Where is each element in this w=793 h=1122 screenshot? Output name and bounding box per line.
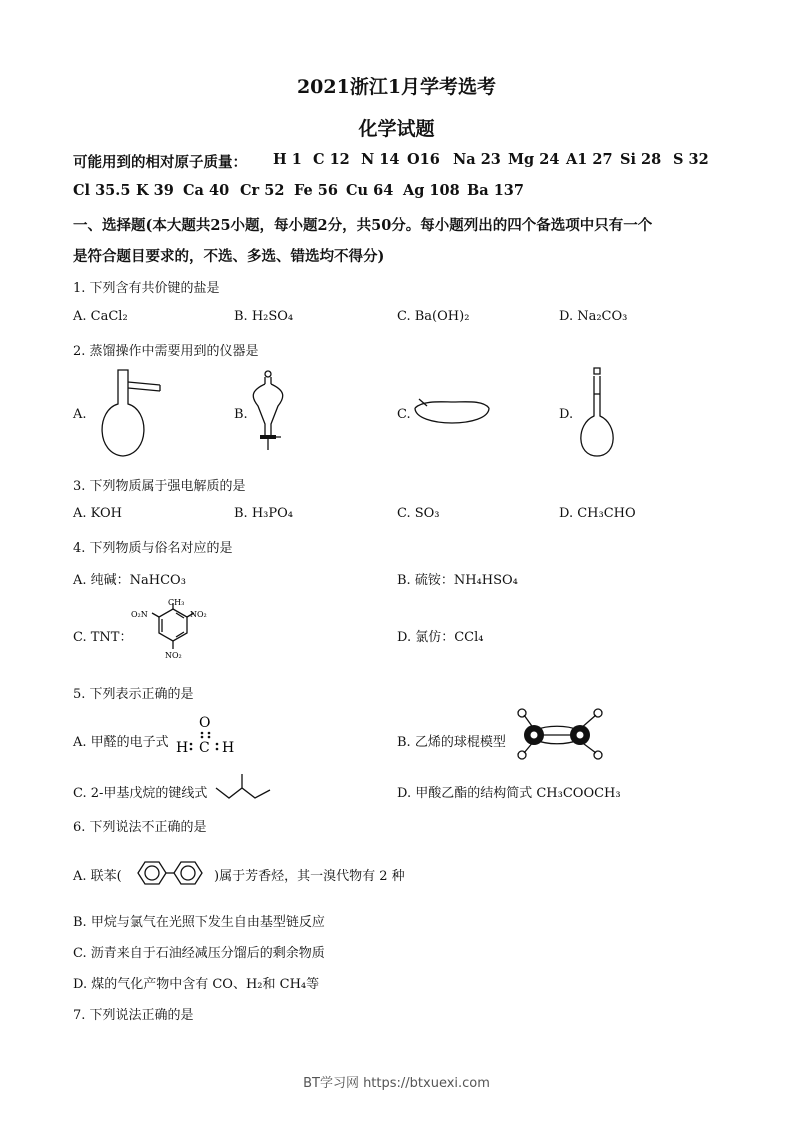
ethylene-ball-stick-model <box>512 707 610 761</box>
mass-s: S 32 <box>673 151 709 168</box>
q4-option-d: D. 氯仿：CCl₄ <box>397 630 484 645</box>
q3-option-a: A. KOH <box>73 506 123 521</box>
q6-option-a-suffix: )属于芳香烃，其一溴代物有 2 种 <box>214 869 405 884</box>
q5-option-b: B. 乙烯的球棍模型 <box>397 735 506 750</box>
q6-option-a-prefix: A. 联苯( <box>73 869 122 884</box>
mass-n: N 14 <box>361 151 400 168</box>
formaldehyde-o-label: O <box>199 715 211 731</box>
q7-stem: 7. 下列说法正确的是 <box>73 1008 194 1023</box>
q4-option-c: C. TNT： <box>73 630 133 645</box>
q2-option-b: B. <box>234 407 248 422</box>
formaldehyde-h-left-label: H <box>176 740 189 756</box>
q6-option-d: D. 煤的气化产物中含有 CO、H₂和 CH₄等 <box>73 977 320 992</box>
separatory-funnel-icon <box>248 366 296 458</box>
volumetric-flask-icon <box>574 366 620 458</box>
formaldehyde-h-right-label: H <box>222 740 235 756</box>
tnt-ch3-label: CH₃ <box>168 598 185 607</box>
q1-stem: 1. 下列含有共价键的盐是 <box>73 281 220 296</box>
q4-option-a: A. 纯碱：NaHCO₃ <box>73 573 186 588</box>
mass-na: Na 23 <box>453 151 501 168</box>
mass-si: Si 28 <box>620 151 662 168</box>
formaldehyde-c-label: C <box>199 740 210 756</box>
page-subtitle: 化学试题 <box>358 118 435 140</box>
formaldehyde-electron-formula <box>176 714 238 756</box>
section-instructions-line1: 一、选择题(本大题共25小题，每小题2分，共50分。每小题列出的四个备选项中只有一个 <box>73 217 653 234</box>
q2-option-a: A. <box>73 407 87 422</box>
section-instructions-line2: 是符合题目要求的，不选、多选、错选均不得分) <box>73 248 385 265</box>
mass-ca: Ca 40 <box>183 182 230 199</box>
q2-stem: 2. 蒸馏操作中需要用到的仪器是 <box>73 344 259 359</box>
mass-ba: Ba 137 <box>467 182 524 199</box>
tnt-no2-left-label: O₂N <box>131 610 148 619</box>
mass-ag: Ag 108 <box>403 182 460 199</box>
q1-option-d: D. Na₂CO₃ <box>559 309 628 324</box>
mass-o: O16 <box>407 151 440 168</box>
q5-option-a: A. 甲醛的电子式 <box>73 735 169 750</box>
mass-mg: Mg 24 <box>508 151 560 168</box>
q6-option-c: C. 沥青来自于石油经减压分馏后的剩余物质 <box>73 946 325 961</box>
mass-cu: Cu 64 <box>346 182 394 199</box>
mass-k: K 39 <box>136 182 174 199</box>
q3-stem: 3. 下列物质属于强电解质的是 <box>73 479 246 494</box>
mass-cl: Cl 35.5 <box>73 182 131 199</box>
evaporating-dish-icon <box>413 396 493 432</box>
mass-al: A1 27 <box>566 151 613 168</box>
q3-option-d: D. CH₃CHO <box>559 506 636 521</box>
distillation-flask-icon <box>88 366 168 458</box>
q6-stem: 6. 下列说法不正确的是 <box>73 820 207 835</box>
mass-c: C 12 <box>313 151 350 168</box>
tnt-structure-diagram <box>128 597 218 667</box>
methylpentane-skeletal-diagram <box>214 773 276 803</box>
q2-option-d: D. <box>559 407 574 422</box>
q5-option-c: C. 2-甲基戊烷的键线式 <box>73 786 208 801</box>
mass-h: H 1 <box>273 151 302 168</box>
q1-option-c: C. Ba(OH)₂ <box>397 309 470 324</box>
q5-stem: 5. 下列表示正确的是 <box>73 687 194 702</box>
q2-option-c: C. <box>397 407 411 422</box>
tnt-no2-bottom-label: NO₂ <box>165 651 182 660</box>
footer-watermark: BT学习网 https://btxuexi.com <box>303 1076 490 1091</box>
q1-option-a: A. CaCl₂ <box>73 309 128 324</box>
q3-option-b: B. H₃PO₄ <box>234 506 293 521</box>
mass-fe: Fe 56 <box>294 182 338 199</box>
q4-option-b: B. 硫铵：NH₄HSO₄ <box>397 573 518 588</box>
mass-cr: Cr 52 <box>240 182 285 199</box>
biphenyl-structure-diagram <box>128 858 212 888</box>
page-title: 2021浙江1月学考选考 <box>296 76 497 98</box>
q6-option-b: B. 甲烷与氯气在光照下发生自由基型链反应 <box>73 915 325 930</box>
q1-option-b: B. H₂SO₄ <box>234 309 294 324</box>
tnt-no2-right-label: NO₂ <box>190 610 207 619</box>
masses-label: 可能用到的相对原子质量： <box>73 154 247 171</box>
q4-stem: 4. 下列物质与俗名对应的是 <box>73 541 233 556</box>
q5-option-d: D. 甲酸乙酯的结构简式 CH₃COOCH₃ <box>397 786 621 801</box>
q3-option-c: C. SO₃ <box>397 506 440 521</box>
